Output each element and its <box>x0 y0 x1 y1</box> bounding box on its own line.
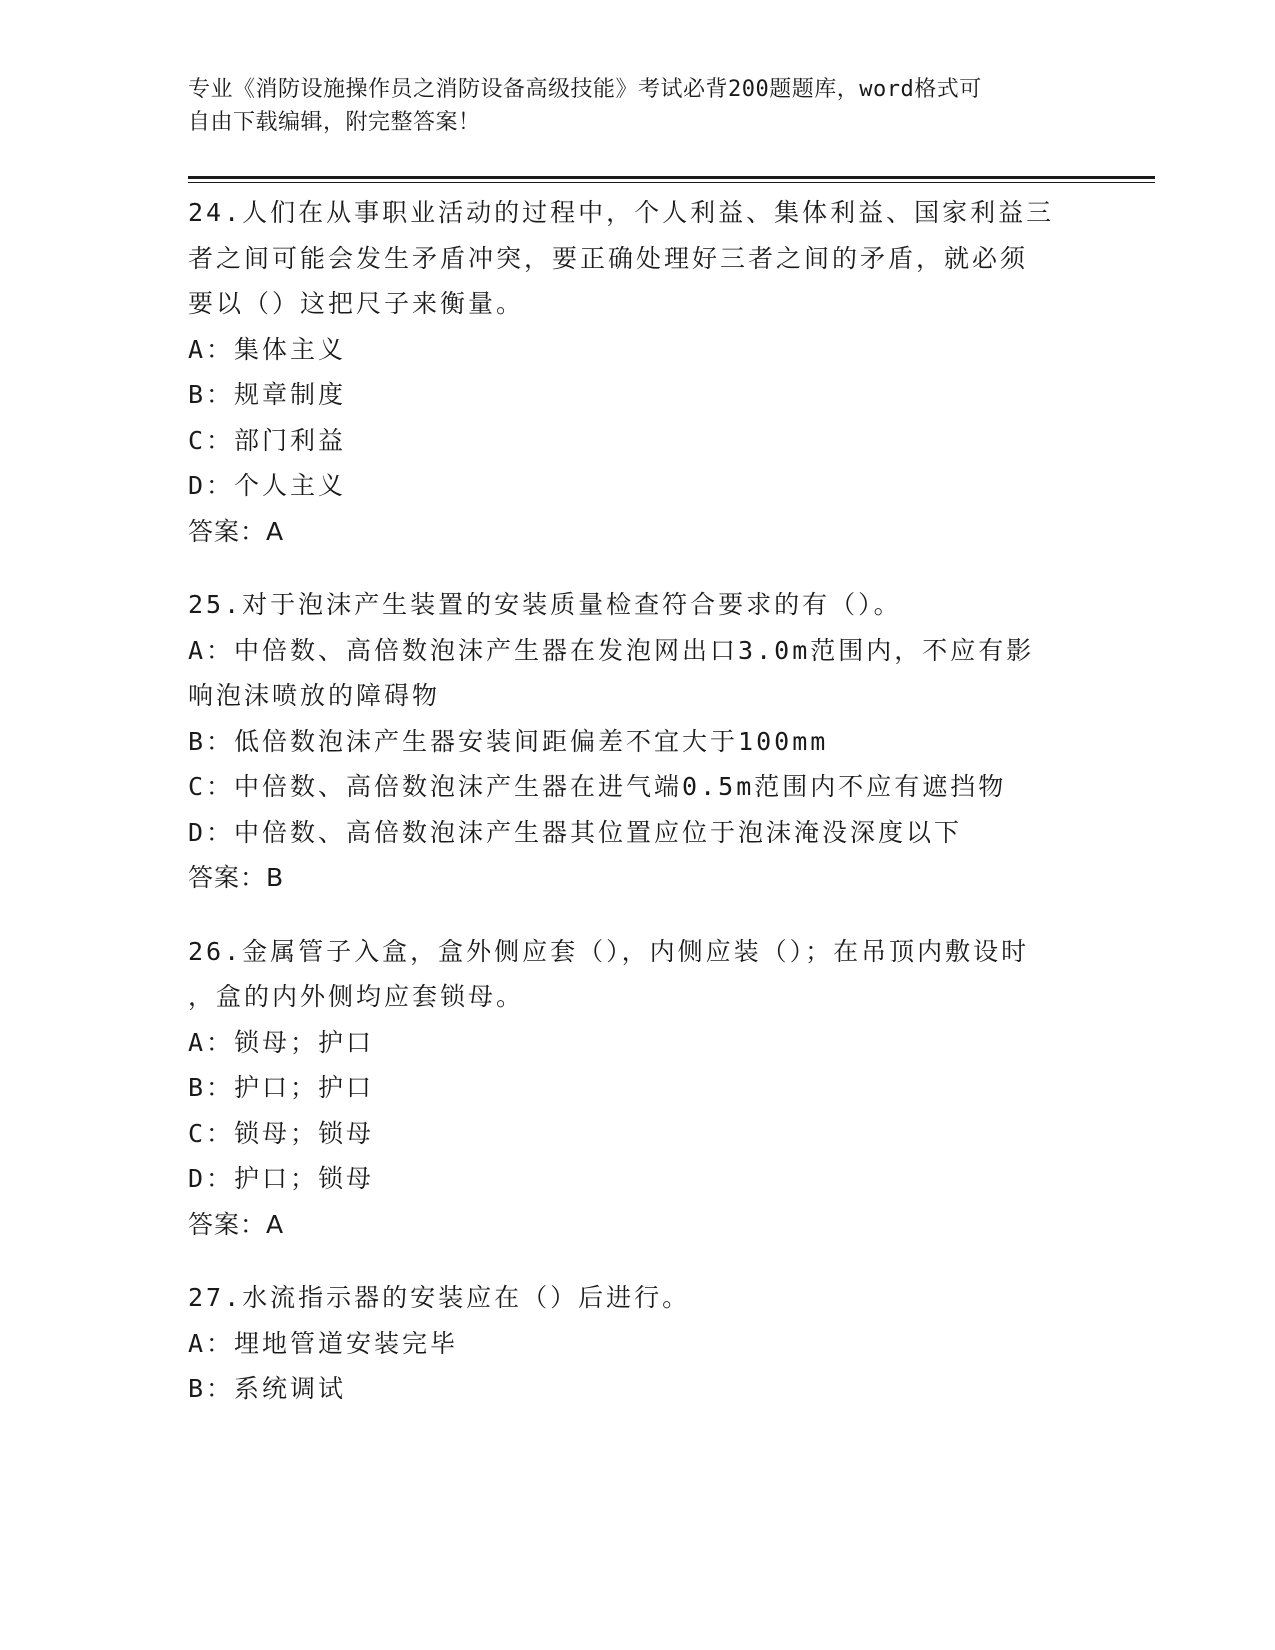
header-line: 自由下载编辑，附完整答案！ <box>188 110 481 135</box>
question-stem-line: 要以（）这把尺子来衡量。 <box>188 289 525 318</box>
question-item <box>188 929 1088 1248</box>
option-a: A：集体主义 <box>188 334 347 364</box>
question-list <box>188 190 1088 1440</box>
question-stem-line: 25.对于泡沫产生装置的安装质量检查符合要求的有（）。 <box>188 590 902 619</box>
question-item <box>188 190 1088 554</box>
option-c: C：部门利益 <box>188 425 347 455</box>
answer-line: 答案：A <box>188 1209 285 1239</box>
option-a-continued: 响泡沫喷放的障碍物 <box>188 681 441 710</box>
option-b: B：低倍数泡沫产生器安装间距偏差不宜大于100mm <box>188 726 829 756</box>
option-b: B：规章制度 <box>188 380 347 409</box>
header-line: 专业《消防设施操作员之消防设备高级技能》考试必背200题题库，word格式可 <box>188 77 982 102</box>
question-stem-line: ，盒的内外侧均应套锁母。 <box>188 982 525 1011</box>
option-b: B：系统调试 <box>188 1374 347 1403</box>
option-c: C：锁母；锁母 <box>188 1118 375 1148</box>
question-item <box>188 1275 1088 1412</box>
option-d: D：护口；锁母 <box>188 1164 375 1193</box>
option-b: B：护口；护口 <box>188 1073 375 1102</box>
option-c: C：中倍数、高倍数泡沫产生器在进气端0.5m范围内不应有遮挡物 <box>188 772 1007 801</box>
question-stem-line: 26.金属管子入盒，盒外侧应套（），内侧应装（）；在吊顶内敷设时 <box>188 936 1030 966</box>
question-stem-line: 27.水流指示器的安装应在（）后进行。 <box>188 1283 691 1312</box>
question-stem-line: 者之间可能会发生矛盾冲突，要正确处理好三者之间的矛盾，就必须 <box>188 243 1029 273</box>
answer-line: 答案：B <box>188 863 285 892</box>
header-divider-thick <box>188 176 1155 179</box>
question-stem-line: 24.人们在从事职业活动的过程中，个人利益、集体利益、国家利益三 <box>188 198 1055 227</box>
option-d: D：中倍数、高倍数泡沫产生器其位置应位于泡沫淹没深度以下 <box>188 817 963 847</box>
question-item <box>188 582 1088 901</box>
option-a: A：中倍数、高倍数泡沫产生器在发泡网出口3.0m范围内，不应有影 <box>188 635 1035 665</box>
header-divider-thin <box>188 182 1155 183</box>
option-a: A：锁母；护口 <box>188 1027 375 1057</box>
option-a: A：埋地管道安装完毕 <box>188 1328 459 1358</box>
document-header <box>188 73 1068 139</box>
answer-line: 答案：A <box>188 516 285 546</box>
option-d: D：个人主义 <box>188 471 347 500</box>
